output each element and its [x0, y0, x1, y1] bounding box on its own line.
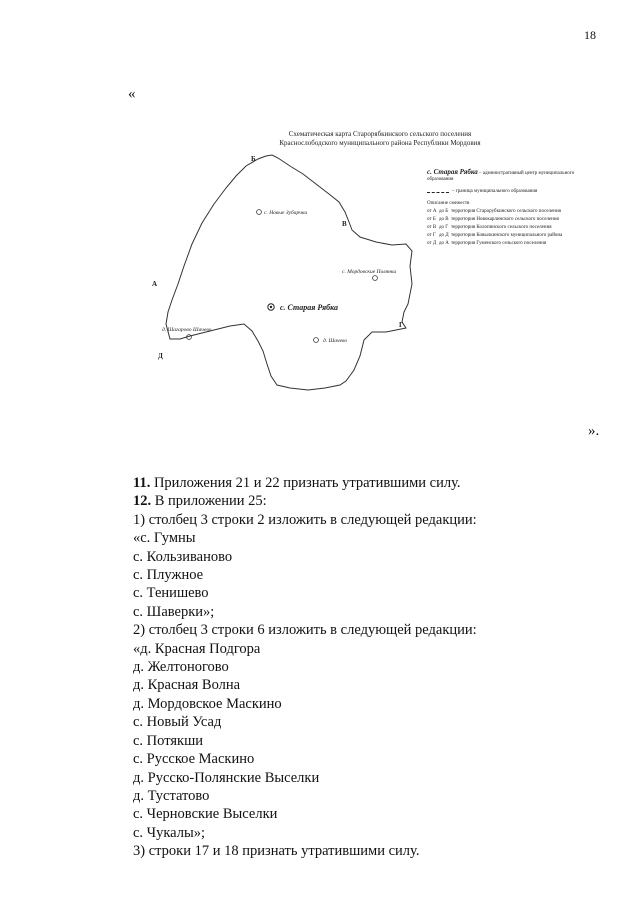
corner-label-v: В [342, 220, 347, 228]
text-line: д. Желтоногово [133, 659, 229, 676]
text-line: с. Потякши [133, 732, 204, 749]
text-line: д. Красная Волна [133, 677, 241, 694]
text-line: с. Плужное [133, 567, 204, 584]
legend-center [427, 169, 577, 183]
text-line: «с. Гумны [133, 530, 196, 547]
settlement-marker [373, 276, 378, 281]
schematic-map [140, 126, 580, 396]
settlement-marker [314, 338, 319, 343]
page-number: 18 [584, 28, 596, 42]
text-line: 1) столбец 3 строки 2 изложить в следующей редакции: [133, 511, 477, 528]
item-12 [133, 492, 593, 510]
text-line: с. Чукалы»; [133, 824, 206, 841]
item-12-number: 12. [133, 493, 152, 510]
legend-row [427, 241, 577, 247]
legend-center-desc: – административный центр муниципального образования [427, 171, 575, 182]
opening-quote: « [128, 86, 136, 102]
legend-row-from: от Г [427, 233, 436, 238]
text-line: с. Кользиваново [133, 548, 233, 565]
settlement-label-novye-zubarchki: с. Новые Зубарчки [264, 210, 308, 216]
text-line: с. Русское Маскино [133, 751, 255, 768]
text-line: д. Мордовское Маскино [133, 695, 282, 712]
legend-center-name: с. Старая Рябка [427, 168, 478, 176]
legend-row-text: территория Гуменского сельского поселения [451, 241, 547, 246]
settlement-marker [257, 210, 262, 215]
legend-row [427, 225, 577, 231]
legend-row-to: до Б [439, 209, 449, 214]
corner-label-a: А [152, 280, 158, 288]
item-11 [133, 474, 593, 492]
item-11-text: Приложения 21 и 22 признать утратившими силу. [150, 475, 461, 491]
map-legend [427, 169, 577, 247]
legend-row-to: до Г [439, 225, 449, 230]
legend-row [427, 217, 577, 223]
map-title-line-2: Краснослободского муниципального района Республики Мордовия [279, 139, 481, 147]
legend-row-to: до Д [439, 233, 449, 238]
document-body [133, 474, 593, 861]
dashed-line-symbol [427, 192, 449, 193]
text-line: «д. Красная Подгора [133, 640, 261, 657]
legend-row [427, 233, 577, 239]
legend-row-from: от Д [427, 241, 437, 246]
text-line: 3) строки 17 и 18 признать утратившими силу. [133, 843, 420, 860]
map-title [240, 130, 520, 148]
settlement-label-mordovskie-polyanki: с. Мордовские Полянки [342, 269, 397, 275]
settlement-label-shagarovo: д. Шагарово Шачево [162, 327, 212, 333]
legend-row-from: от Б [427, 217, 436, 222]
corner-label-b: Б [251, 155, 256, 163]
legend-description-title: Описание смежеств [427, 201, 470, 206]
text-line: с. Новый Усад [133, 714, 222, 731]
item-11-number: 11. [133, 475, 151, 491]
map-drawing [140, 126, 580, 396]
legend-row-text: территория Колопинского сельского поселения [451, 225, 552, 230]
legend-row-from: от В [427, 225, 437, 230]
closing-quote: ». [588, 423, 600, 439]
map-title-line-1: Схематическая карта Старорябкинского сельского поселения [288, 130, 472, 138]
center-marker-dot [270, 306, 272, 308]
center-label: с. Старая Рябка [280, 303, 338, 312]
corner-label-d: Д [158, 352, 163, 360]
settlement-label-shachevo: д. Шачево [323, 338, 348, 344]
text-line: с. Черновские Выселки [133, 806, 278, 823]
legend-row-text: территория Ковылкинского муниципального района [451, 233, 563, 238]
legend-border-desc: – граница муниципального образования [452, 189, 538, 194]
legend-row-text: территория Новокарлинского сельского поселения [451, 217, 559, 222]
item-12-text: В приложении 25: [151, 493, 267, 510]
text-line: с. Шаверки»; [133, 603, 215, 620]
legend-row-to: до А [439, 241, 449, 246]
legend-border [427, 189, 577, 195]
text-line: 2) столбец 3 строки 6 изложить в следующей редакции: [133, 622, 477, 639]
text-line: с. Тенишево [133, 585, 209, 602]
legend-row-to: до В [439, 217, 449, 222]
text-line: д. Тустатово [133, 787, 210, 804]
corner-label-g: Г [399, 321, 404, 329]
legend-row-from: от А [427, 209, 437, 214]
text-line: д. Русско-Полянские Выселки [133, 769, 320, 786]
legend-row-text: территория Старорубкинского сельского поселения [451, 209, 561, 214]
legend-row [427, 209, 577, 215]
